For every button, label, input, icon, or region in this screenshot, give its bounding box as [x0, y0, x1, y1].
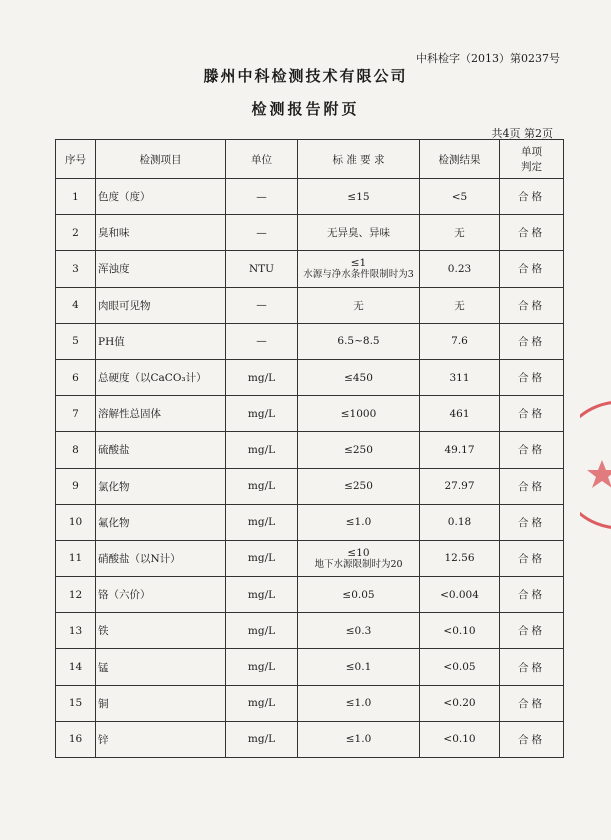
- row-result: 49.17: [420, 432, 500, 468]
- row-item: 臭和味: [96, 215, 226, 251]
- row-unit: —: [226, 323, 298, 359]
- row-result: <0.05: [420, 649, 500, 685]
- row-unit: mg/L: [226, 613, 298, 649]
- company-name: 滕州中科检测技术有限公司: [203, 67, 408, 85]
- row-unit: —: [226, 215, 298, 251]
- standard-main: ≤10: [347, 546, 370, 559]
- standard-main: ≤0.1: [345, 661, 372, 674]
- header-unit: 单位: [226, 140, 298, 179]
- row-unit: mg/L: [226, 504, 298, 540]
- standard-main: 无: [353, 299, 364, 312]
- table-header-row: [56, 140, 564, 179]
- row-standard: [298, 649, 420, 685]
- row-standard: [298, 287, 420, 323]
- table-row: [56, 685, 564, 721]
- standard-note: 地下水源限制时为20: [314, 558, 403, 570]
- row-number: 15: [56, 685, 96, 721]
- row-item: 色度（度）: [96, 179, 226, 215]
- row-unit: —: [226, 287, 298, 323]
- row-number: 5: [56, 323, 96, 359]
- row-item: 氟化物: [96, 504, 226, 540]
- row-number: 10: [56, 504, 96, 540]
- table-row: [56, 721, 564, 757]
- standard-main: ≤250: [344, 480, 373, 493]
- row-verdict: 合格: [500, 359, 564, 395]
- row-number: 4: [56, 287, 96, 323]
- row-verdict: 合格: [500, 504, 564, 540]
- row-item: 硝酸盐（以N计）: [96, 540, 226, 576]
- row-verdict: 合格: [500, 577, 564, 613]
- row-standard: [298, 359, 420, 395]
- standard-main: ≤1: [350, 257, 367, 270]
- standard-main: ≤450: [344, 371, 373, 384]
- row-unit: mg/L: [226, 540, 298, 576]
- table-row: [56, 432, 564, 468]
- row-standard: [298, 613, 420, 649]
- header-no: 序号: [56, 140, 96, 179]
- row-item: PH值: [96, 323, 226, 359]
- header-verdict-line1: 单项: [521, 146, 542, 158]
- standard-main: ≤1.0: [345, 697, 372, 710]
- row-unit: mg/L: [226, 685, 298, 721]
- row-result: 311: [420, 359, 500, 395]
- row-result: 7.6: [420, 323, 500, 359]
- row-item: 氯化物: [96, 468, 226, 504]
- row-item: 锌: [96, 721, 226, 757]
- standard-main: ≤0.3: [345, 624, 372, 637]
- row-unit: mg/L: [226, 396, 298, 432]
- row-verdict: 合格: [500, 287, 564, 323]
- row-standard: [298, 577, 420, 613]
- document-number: 中科检字（2013）第0237号: [416, 52, 560, 65]
- row-unit: mg/L: [226, 649, 298, 685]
- row-unit: mg/L: [226, 577, 298, 613]
- row-standard: [298, 721, 420, 757]
- page-info: 共4页 第2页: [491, 127, 553, 140]
- table-row: [56, 468, 564, 504]
- row-verdict: 合格: [500, 468, 564, 504]
- row-standard: [298, 179, 420, 215]
- row-number: 2: [56, 215, 96, 251]
- row-number: 9: [56, 468, 96, 504]
- row-verdict: 合格: [500, 215, 564, 251]
- row-number: 6: [56, 359, 96, 395]
- row-verdict: 合格: [500, 396, 564, 432]
- row-item: 铁: [96, 613, 226, 649]
- row-verdict: 合格: [500, 721, 564, 757]
- row-item: 浑浊度: [96, 251, 226, 287]
- row-result: <5: [420, 179, 500, 215]
- row-standard: [298, 540, 420, 576]
- row-item: 肉眼可见物: [96, 287, 226, 323]
- row-verdict: 合格: [500, 179, 564, 215]
- row-item: 锰: [96, 649, 226, 685]
- header-verdict-line2: 判定: [521, 161, 542, 173]
- row-result: 0.23: [420, 251, 500, 287]
- standard-main: ≤1.0: [345, 516, 372, 529]
- standard-main: ≤1000: [340, 407, 377, 420]
- row-number: 13: [56, 613, 96, 649]
- row-result: <0.004: [420, 577, 500, 613]
- row-number: 11: [56, 540, 96, 576]
- row-standard: [298, 468, 420, 504]
- header-item: 检测项目: [96, 140, 226, 179]
- row-standard: [298, 215, 420, 251]
- row-standard: [298, 504, 420, 540]
- header-result: 检测结果: [420, 140, 500, 179]
- row-standard: [298, 432, 420, 468]
- table-row: [56, 577, 564, 613]
- table-row: [56, 215, 564, 251]
- row-verdict: 合格: [500, 613, 564, 649]
- table-row: [56, 179, 564, 215]
- row-verdict: 合格: [500, 323, 564, 359]
- row-item: 总硬度（以CaCO₃计）: [96, 359, 226, 395]
- row-verdict: 合格: [500, 649, 564, 685]
- row-verdict: 合格: [500, 685, 564, 721]
- table-row: [56, 287, 564, 323]
- standard-main: 无异臭、异味: [327, 227, 390, 240]
- standard-main: ≤15: [347, 190, 370, 203]
- row-result: 27.97: [420, 468, 500, 504]
- row-result: <0.10: [420, 721, 500, 757]
- table-row: [56, 396, 564, 432]
- standard-note: 水源与净水条件限制时为3: [303, 269, 414, 281]
- row-number: 8: [56, 432, 96, 468]
- red-seal-stamp: [580, 400, 611, 530]
- row-result: <0.20: [420, 685, 500, 721]
- table-row: [56, 359, 564, 395]
- row-unit: —: [226, 179, 298, 215]
- row-verdict: 合格: [500, 540, 564, 576]
- row-unit: mg/L: [226, 468, 298, 504]
- row-item: 硫酸盐: [96, 432, 226, 468]
- row-unit: NTU: [226, 251, 298, 287]
- row-unit: mg/L: [226, 359, 298, 395]
- row-number: 12: [56, 577, 96, 613]
- row-result: <0.10: [420, 613, 500, 649]
- row-item: 铬（六价）: [96, 577, 226, 613]
- standard-main: ≤250: [344, 443, 373, 456]
- row-standard: [298, 685, 420, 721]
- row-result: 12.56: [420, 540, 500, 576]
- row-item: 铜: [96, 685, 226, 721]
- row-number: 1: [56, 179, 96, 215]
- row-standard: [298, 396, 420, 432]
- row-number: 3: [56, 251, 96, 287]
- standard-main: ≤0.05: [342, 588, 375, 601]
- table-row: [56, 540, 564, 576]
- table-row: [56, 613, 564, 649]
- row-standard: [298, 251, 420, 287]
- table-row: [56, 251, 564, 287]
- row-item: 溶解性总固体: [96, 396, 226, 432]
- table-row: [56, 649, 564, 685]
- row-number: 14: [56, 649, 96, 685]
- row-unit: mg/L: [226, 721, 298, 757]
- test-results-table: [55, 139, 564, 758]
- row-result: 无: [420, 287, 500, 323]
- row-verdict: 合格: [500, 251, 564, 287]
- row-number: 16: [56, 721, 96, 757]
- standard-main: ≤1.0: [345, 733, 372, 746]
- table-row: [56, 504, 564, 540]
- row-verdict: 合格: [500, 432, 564, 468]
- row-result: 0.18: [420, 504, 500, 540]
- row-unit: mg/L: [226, 432, 298, 468]
- row-number: 7: [56, 396, 96, 432]
- standard-main: 6.5~8.5: [337, 335, 380, 348]
- page-title: 检测报告附页: [251, 100, 360, 118]
- row-result: 无: [420, 215, 500, 251]
- row-standard: [298, 323, 420, 359]
- row-result: 461: [420, 396, 500, 432]
- header-verdict: [500, 140, 564, 179]
- header-standard: 标 准 要 求: [298, 140, 420, 179]
- table-row: [56, 323, 564, 359]
